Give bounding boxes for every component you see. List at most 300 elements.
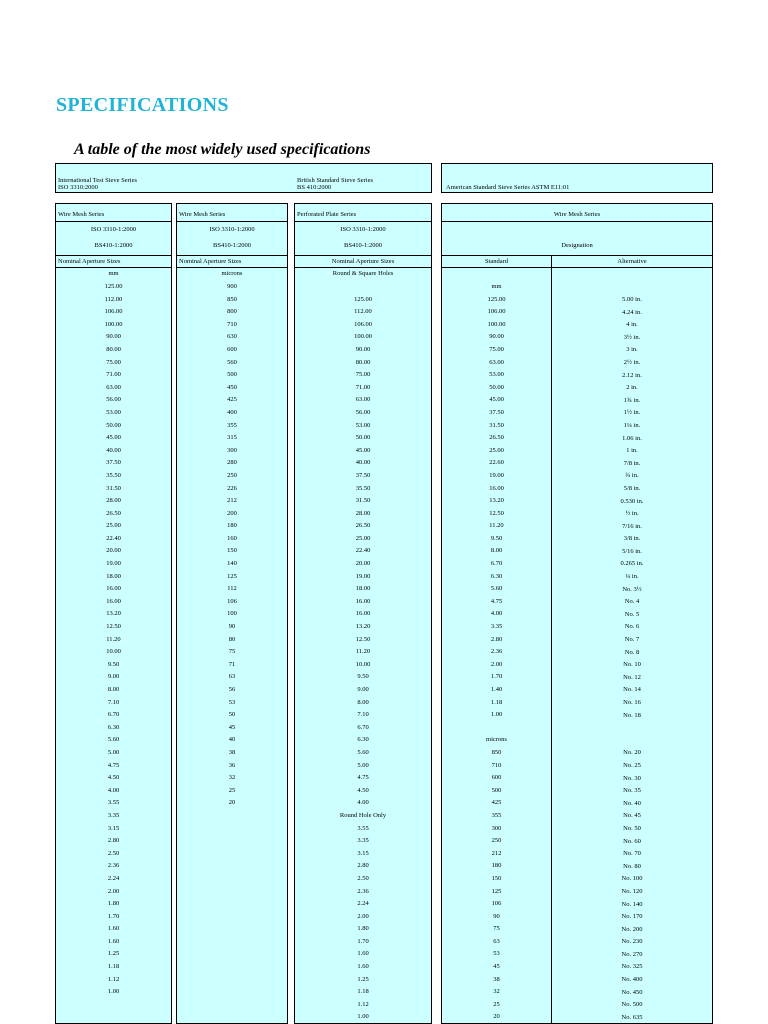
table-cell: 45.00 bbox=[489, 396, 504, 404]
table-cell: No. 50 bbox=[623, 824, 641, 832]
table-cell: 850 bbox=[227, 295, 237, 303]
col4-alternative-values bbox=[552, 294, 712, 1024]
table-cell: 25 bbox=[493, 1000, 500, 1008]
table-cell: 5.00 bbox=[107, 748, 120, 756]
table-cell: 18.00 bbox=[355, 585, 371, 593]
table-cell: 25.00 bbox=[355, 534, 371, 542]
table-cell: 10.00 bbox=[106, 648, 121, 656]
table-cell: 600 bbox=[491, 774, 502, 782]
table-cell: 63.00 bbox=[106, 383, 121, 391]
table-cell: 106.00 bbox=[104, 308, 123, 316]
column-iso-mm bbox=[55, 203, 172, 1024]
column-perforated-plate bbox=[294, 203, 432, 1024]
table-cell: 45 bbox=[228, 723, 236, 731]
table-cell: 28.00 bbox=[106, 497, 121, 505]
table-cell: 45.00 bbox=[355, 446, 371, 454]
table-cell: 106.00 bbox=[487, 308, 506, 316]
table-cell: 38 bbox=[228, 748, 236, 756]
table-cell: 6.30 bbox=[357, 736, 369, 744]
table-cell: 1.60 bbox=[357, 963, 369, 971]
table-cell: 71 bbox=[228, 660, 236, 668]
table-cell: 53.00 bbox=[489, 371, 504, 379]
table-cell: 12.50 bbox=[489, 509, 504, 517]
table-cell: 112.00 bbox=[104, 295, 123, 303]
col2-values bbox=[177, 281, 287, 810]
table-cell: No. 170 bbox=[621, 913, 643, 921]
table-cell: No. 16 bbox=[623, 699, 641, 706]
table-cell: 90.00 bbox=[106, 333, 121, 341]
table-cell: No. 270 bbox=[621, 950, 643, 958]
table-cell: 10.00 bbox=[355, 660, 371, 668]
table-cell: 8.00 bbox=[490, 547, 503, 555]
table-cell: 40.00 bbox=[355, 459, 371, 467]
table-cell: 6.70 bbox=[107, 711, 120, 719]
table-cell: 1.70 bbox=[490, 673, 503, 681]
col4-header-series: Wire Mesh Series bbox=[553, 211, 601, 218]
table-cell: 150 bbox=[227, 547, 237, 555]
table-cell: 50 bbox=[228, 711, 236, 719]
table-cell: 32 bbox=[228, 774, 236, 782]
table-cell: 5.00 in. bbox=[622, 296, 642, 303]
table-cell: 1.18 bbox=[490, 698, 503, 706]
col3-header-bs: BS410-1:2000 bbox=[344, 242, 382, 249]
table-cell: ¾ in. bbox=[625, 472, 639, 480]
british-series-label: British Standard Sieve Series bbox=[297, 177, 374, 184]
table-cell: No. 120 bbox=[621, 887, 643, 895]
table-cell: 850 bbox=[491, 748, 502, 756]
table-cell: 425 bbox=[491, 799, 502, 807]
table-cell: 5/8 in. bbox=[623, 484, 641, 492]
table-cell: 4.75 bbox=[490, 597, 503, 605]
table-cell: 26.50 bbox=[489, 434, 504, 442]
table-cell: 37.50 bbox=[355, 471, 371, 479]
table-cell: 63 bbox=[493, 937, 500, 945]
table-cell: No. 18 bbox=[623, 711, 641, 719]
table-cell: 1.40 bbox=[490, 686, 503, 693]
col1-header-bs: BS410-1:2000 bbox=[94, 242, 133, 249]
table-cell: 28.00 bbox=[355, 509, 371, 517]
table-cell: 4.75 bbox=[357, 774, 369, 782]
col1-values bbox=[56, 281, 171, 999]
table-cell: 63.00 bbox=[355, 396, 371, 404]
col3-unit: Round & Square Holes bbox=[332, 270, 394, 277]
table-cell: 7.10 bbox=[357, 711, 369, 719]
table-cell: 4 in. bbox=[626, 321, 638, 329]
table-cell: 11.20 bbox=[489, 522, 504, 530]
table-cell: 90 bbox=[228, 623, 236, 631]
table-cell: 1½ in. bbox=[623, 409, 641, 417]
table-cell: 71.00 bbox=[106, 371, 121, 379]
table-cell: 4.24 in. bbox=[622, 308, 642, 316]
table-cell: 32 bbox=[493, 988, 500, 996]
series-header-right bbox=[441, 163, 713, 193]
table-cell: No. 4 bbox=[624, 598, 640, 606]
table-cell: 13.20 bbox=[106, 610, 121, 618]
table-cell: 38 bbox=[493, 975, 500, 983]
intl-series-label: International Test Sieve Series bbox=[58, 177, 138, 184]
table-cell: 20 bbox=[493, 1013, 500, 1021]
table-cell: 1.00 bbox=[107, 988, 120, 996]
col1-header-series: Wire Mesh Series bbox=[58, 211, 105, 218]
table-cell: No. 25 bbox=[623, 761, 641, 769]
table-cell: 1.60 bbox=[107, 937, 120, 945]
table-cell: No. 80 bbox=[623, 862, 641, 870]
table-cell: 106.00 bbox=[354, 320, 372, 328]
table-cell: 1.00 bbox=[357, 1013, 369, 1021]
table-cell: No. 14 bbox=[623, 686, 641, 694]
table-cell: 7/8 in. bbox=[623, 459, 641, 467]
table-cell: 4.00 bbox=[490, 610, 503, 618]
table-cell: 2.36 bbox=[107, 862, 120, 870]
table-cell: 1.06 in. bbox=[622, 434, 642, 442]
table-cell: 4.00 bbox=[357, 799, 369, 807]
table-cell: No. 35 bbox=[623, 787, 641, 795]
table-cell: 75.00 bbox=[106, 358, 121, 366]
table-cell: 8.00 bbox=[357, 698, 369, 706]
table-cell: 450 bbox=[227, 383, 237, 391]
table-cell: 212 bbox=[491, 849, 502, 857]
table-cell: 53 bbox=[493, 950, 500, 958]
table-cell: 5/16 in. bbox=[622, 547, 642, 555]
table-cell: 56.00 bbox=[106, 396, 121, 404]
table-cell: 90.00 bbox=[489, 333, 504, 341]
table-cell: 560 bbox=[227, 358, 237, 366]
table-cell: 1¼ in. bbox=[623, 421, 641, 429]
table-cell: No. 450 bbox=[621, 988, 643, 996]
table-cell: 106 bbox=[491, 900, 502, 908]
table-cell: 71.00 bbox=[355, 383, 371, 391]
series-header-left bbox=[55, 163, 432, 193]
table-cell: 150 bbox=[491, 874, 502, 882]
table-cell: 9.50 bbox=[490, 534, 503, 542]
table-cell: 2.80 bbox=[357, 862, 369, 870]
col3-header-nominal: Nominal Aperture Sizes bbox=[331, 258, 395, 265]
table-cell: microns bbox=[486, 736, 507, 744]
table-cell: No. 10 bbox=[623, 661, 641, 669]
table-cell: 26.50 bbox=[106, 509, 121, 517]
table-cell: 1.60 bbox=[107, 925, 120, 933]
table-cell: 53 bbox=[228, 698, 236, 706]
table-cell: 63 bbox=[228, 673, 236, 681]
table-cell: 22.40 bbox=[106, 534, 121, 542]
col3-header-iso: ISO 3310-1:2000 bbox=[340, 226, 386, 233]
table-cell: 2.00 bbox=[357, 912, 369, 920]
table-cell: 100.00 bbox=[487, 320, 506, 328]
table-cell: No. 5 bbox=[624, 610, 640, 618]
table-cell: 600 bbox=[227, 345, 237, 353]
table-cell: 25.00 bbox=[106, 522, 121, 530]
table-cell: 6.70 bbox=[357, 723, 369, 731]
table-cell: 16.00 bbox=[106, 585, 121, 593]
table-cell: No. 20 bbox=[623, 749, 641, 757]
col4-header-designation: Designation bbox=[561, 242, 593, 249]
table-cell: 11.20 bbox=[355, 648, 371, 656]
table-cell: 100 bbox=[227, 610, 237, 618]
table-cell: 500 bbox=[491, 786, 502, 794]
table-cell: 180 bbox=[227, 522, 237, 530]
table-cell: No. 325 bbox=[621, 963, 643, 971]
table-cell: 280 bbox=[227, 459, 237, 467]
column-iso-microns bbox=[176, 203, 288, 1024]
table-cell: 40 bbox=[228, 736, 236, 744]
table-cell: No. 100 bbox=[621, 875, 643, 883]
table-cell: 125.00 bbox=[104, 283, 123, 290]
table-cell: 2.24 bbox=[357, 900, 369, 908]
table-cell: 355 bbox=[227, 421, 237, 429]
table-cell: 19.00 bbox=[489, 471, 504, 479]
table-cell: 9.50 bbox=[107, 660, 120, 668]
intl-series-std: ISO 3310:2000 bbox=[58, 184, 98, 191]
table-cell: 2.00 bbox=[490, 660, 503, 668]
table-cell: No. 6 bbox=[624, 623, 640, 631]
col4-header-alternative: Alternative bbox=[617, 258, 647, 265]
table-cell: 1.80 bbox=[107, 900, 120, 908]
table-cell: mm bbox=[491, 283, 502, 290]
table-cell: 13.20 bbox=[355, 623, 371, 631]
table-cell: 3 in. bbox=[626, 346, 638, 354]
table-cell: 5.00 bbox=[357, 761, 369, 769]
table-cell: 2.00 bbox=[107, 887, 120, 895]
col2-header-iso: ISO 3310-1:2000 bbox=[209, 226, 255, 233]
table-cell: ½ in. bbox=[625, 510, 639, 518]
table-cell: 16.00 bbox=[106, 597, 121, 605]
table-cell: 2 in. bbox=[626, 384, 638, 392]
table-cell: 1.25 bbox=[107, 950, 120, 958]
table-cell: 3.15 bbox=[357, 849, 369, 857]
table-cell: 80 bbox=[228, 635, 236, 643]
table-cell: 5.60 bbox=[357, 748, 369, 756]
table-cell bbox=[295, 281, 431, 294]
col2-unit: microns bbox=[221, 270, 243, 277]
table-cell: 56.00 bbox=[355, 408, 371, 416]
table-cell: 80.00 bbox=[106, 345, 121, 353]
table-cell: 900 bbox=[227, 283, 237, 290]
table-cell: 0.530 in. bbox=[620, 497, 644, 505]
table-cell: 75 bbox=[493, 925, 500, 933]
table-cell: 2.36 bbox=[490, 648, 503, 656]
table-cell: 75.00 bbox=[355, 371, 371, 379]
col2-header-series: Wire Mesh Series bbox=[179, 211, 226, 218]
table-cell: 37.50 bbox=[106, 459, 121, 467]
table-cell: 6.30 bbox=[490, 572, 503, 580]
table-cell: 20 bbox=[228, 799, 236, 807]
table-cell: No. 200 bbox=[621, 925, 643, 933]
table-cell: 180 bbox=[491, 862, 502, 870]
col1-unit: mm bbox=[108, 270, 119, 277]
table-cell: 125 bbox=[227, 572, 237, 580]
table-cell: 300 bbox=[491, 824, 502, 832]
table-cell: 3.35 bbox=[490, 623, 503, 631]
table-cell: 3.35 bbox=[107, 811, 120, 819]
table-cell: 200 bbox=[227, 509, 237, 517]
table-cell: 90 bbox=[493, 912, 500, 920]
table-cell: No. 3½ bbox=[622, 585, 642, 593]
table-cell: 80.00 bbox=[355, 358, 371, 366]
table-cell: No. 60 bbox=[623, 837, 641, 845]
table-cell: 7/16 in. bbox=[622, 522, 642, 530]
col3-header-series: Perforated Plate Series bbox=[297, 211, 357, 218]
table-cell: 2.50 bbox=[357, 874, 369, 882]
table-cell: 112.00 bbox=[354, 308, 372, 316]
table-cell: 26.50 bbox=[355, 522, 371, 530]
table-cell: 9.00 bbox=[107, 673, 120, 681]
table-cell: 1¾ in. bbox=[623, 396, 641, 404]
table-cell: 140 bbox=[227, 560, 237, 568]
table-cell: 31.50 bbox=[489, 421, 504, 429]
table-cell bbox=[442, 722, 551, 735]
table-cell bbox=[552, 735, 712, 748]
table-cell: 4.00 bbox=[107, 786, 120, 794]
table-cell: 1.18 bbox=[357, 988, 369, 996]
table-cell: 5.60 bbox=[490, 585, 503, 593]
table-cell: 35.50 bbox=[106, 471, 121, 479]
table-cell: 800 bbox=[227, 308, 237, 316]
table-cell: 1.12 bbox=[357, 1000, 369, 1008]
col3-values bbox=[295, 281, 431, 1024]
table-cell: No. 140 bbox=[621, 900, 643, 908]
table-cell: 3.15 bbox=[107, 824, 120, 832]
page-subtitle: A table of the most widely used specifications bbox=[74, 141, 371, 158]
table-cell: 12.50 bbox=[355, 635, 371, 643]
table-cell: No. 30 bbox=[623, 774, 641, 782]
table-cell: 100.00 bbox=[104, 320, 123, 328]
table-cell: 31.50 bbox=[106, 484, 121, 492]
table-cell: 40.00 bbox=[106, 446, 121, 454]
table-cell: 1.60 bbox=[357, 950, 369, 958]
table-cell bbox=[552, 722, 712, 735]
table-cell: 106 bbox=[227, 597, 237, 605]
col2-header-bs: BS410-1:2000 bbox=[213, 242, 251, 249]
table-cell: 630 bbox=[227, 333, 237, 341]
table-cell: No. 45 bbox=[623, 812, 641, 820]
table-cell: 36 bbox=[228, 761, 236, 769]
british-series-std: BS 410:2000 bbox=[297, 184, 332, 191]
table-cell: 250 bbox=[491, 837, 502, 845]
table-cell: 9.00 bbox=[357, 686, 369, 693]
table-cell: 112 bbox=[227, 585, 237, 593]
table-cell: 3.55 bbox=[357, 824, 369, 832]
table-cell: 2.36 bbox=[357, 887, 369, 895]
table-cell: 1.70 bbox=[107, 912, 120, 920]
table-cell: 22.60 bbox=[489, 459, 504, 467]
table-cell: 125.00 bbox=[354, 295, 372, 303]
table-cell: 18.00 bbox=[106, 572, 121, 580]
table-cell: 2½ in. bbox=[623, 358, 641, 366]
table-cell: 16.00 bbox=[489, 484, 504, 492]
table-cell: 160 bbox=[227, 534, 237, 542]
table-cell: 8.00 bbox=[107, 686, 120, 693]
table-cell: 50.00 bbox=[489, 383, 504, 391]
col4-header-standard: Standard bbox=[484, 258, 509, 265]
table-cell: 315 bbox=[227, 434, 237, 442]
table-cell: 11.20 bbox=[106, 635, 121, 643]
table-cell: No. 70 bbox=[623, 850, 641, 858]
table-cell: 1.18 bbox=[107, 963, 120, 971]
table-cell: 4.50 bbox=[107, 774, 120, 782]
page-title: SPECIFICATIONS bbox=[56, 94, 229, 116]
table-cell: 22.40 bbox=[355, 547, 371, 555]
table-cell: 6.30 bbox=[107, 723, 120, 731]
table-cell: 4.50 bbox=[357, 786, 369, 794]
table-cell: 4.75 bbox=[107, 761, 120, 769]
table-cell: 125 bbox=[491, 887, 502, 895]
table-cell: 13.20 bbox=[489, 497, 504, 505]
table-cell: Round Hole Only bbox=[339, 811, 387, 819]
table-cell: 53.00 bbox=[106, 408, 121, 416]
table-cell: 425 bbox=[227, 396, 237, 404]
table-cell: 710 bbox=[491, 761, 502, 769]
table-cell: 45 bbox=[493, 963, 500, 971]
col1-header-iso: ISO 3310-1:2000 bbox=[90, 226, 137, 233]
table-cell: No. 12 bbox=[623, 673, 641, 681]
table-cell: 5.60 bbox=[107, 736, 120, 744]
table-cell: 212 bbox=[227, 497, 237, 505]
table-cell: 90.00 bbox=[355, 345, 371, 353]
table-cell: 25.00 bbox=[489, 446, 504, 454]
table-cell: 2.80 bbox=[107, 837, 120, 845]
table-cell: 35.50 bbox=[355, 484, 371, 492]
table-cell: 56 bbox=[228, 686, 236, 693]
table-cell: 2.80 bbox=[490, 635, 503, 643]
table-cell: No. 400 bbox=[621, 976, 643, 984]
table-cell: 6.70 bbox=[490, 560, 503, 568]
column-astm bbox=[441, 203, 713, 1024]
table-cell: 7.10 bbox=[107, 698, 120, 706]
table-cell: 37.50 bbox=[489, 408, 504, 416]
table-cell: 3.35 bbox=[357, 837, 369, 845]
table-cell: 1.00 bbox=[490, 711, 503, 719]
table-cell: 50.00 bbox=[106, 421, 121, 429]
table-cell: 50.00 bbox=[355, 434, 371, 442]
table-cell: 355 bbox=[491, 811, 502, 819]
table-cell: 16.00 bbox=[355, 597, 371, 605]
table-cell: 3½ in. bbox=[623, 333, 641, 341]
table-cell: 2.24 bbox=[107, 874, 120, 882]
table-cell: ¼ in. bbox=[625, 573, 639, 581]
table-cell: 1.80 bbox=[357, 925, 369, 933]
table-cell: 20.00 bbox=[355, 560, 371, 568]
table-cell: 19.00 bbox=[355, 572, 371, 580]
american-series-label: American Standard Sieve Series ASTM E11:01 bbox=[446, 184, 570, 191]
table-cell: 75 bbox=[228, 648, 236, 656]
col4-standard-values bbox=[442, 281, 551, 1024]
table-cell: 125.00 bbox=[487, 295, 506, 303]
table-cell: 710 bbox=[227, 320, 237, 328]
table-cell: No. 8 bbox=[624, 648, 640, 656]
table-cell: 100.00 bbox=[354, 333, 372, 341]
table-cell: 0.265 in. bbox=[620, 560, 644, 568]
table-cell: 25 bbox=[228, 786, 236, 794]
table-cell: No. 40 bbox=[623, 799, 641, 807]
table-cell: 20.00 bbox=[106, 547, 121, 555]
table-cell: No. 230 bbox=[621, 938, 643, 946]
table-cell: 1.70 bbox=[357, 937, 369, 945]
col1-header-nominal: Nominal Aperture Sizes bbox=[58, 258, 121, 265]
table-cell: 9.50 bbox=[357, 673, 369, 681]
table-cell: 16.00 bbox=[355, 610, 371, 618]
table-cell: 400 bbox=[227, 408, 237, 416]
table-cell: 250 bbox=[227, 471, 237, 479]
table-cell: 2.50 bbox=[107, 849, 120, 857]
table-cell: 2.12 in. bbox=[622, 371, 642, 379]
col2-header-nominal: Nominal Aperture Sizes bbox=[179, 258, 242, 265]
table-cell: 226 bbox=[227, 484, 237, 492]
table-cell: No. 500 bbox=[621, 1001, 643, 1009]
table-cell: No. 7 bbox=[624, 636, 640, 644]
table-cell: 31.50 bbox=[355, 497, 371, 505]
table-cell: 75.00 bbox=[489, 345, 504, 353]
table-cell: 1 in. bbox=[626, 447, 638, 455]
